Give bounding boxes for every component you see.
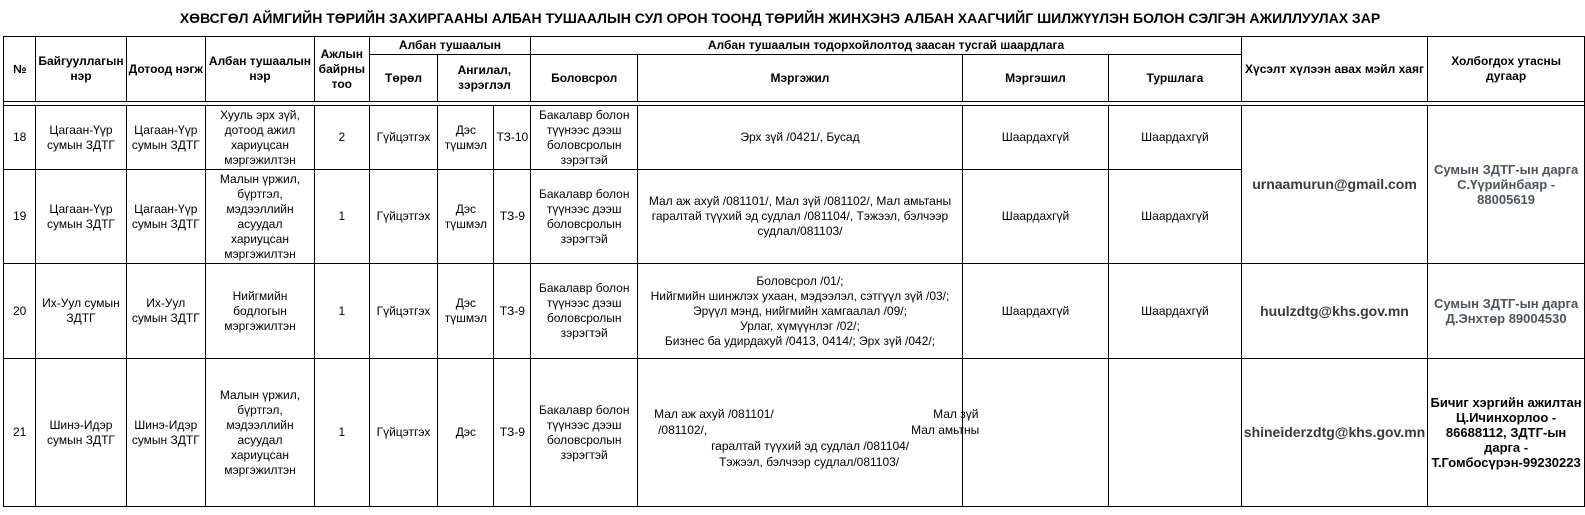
header-type: Төрөл (369, 55, 438, 102)
profession-line: Урлаг, хүмүүнлэг /02/; (740, 318, 860, 333)
header-skill: Мэргэшил (962, 55, 1108, 102)
cell-org: Шинэ-Идэр сумын ЗДТГ (36, 359, 126, 507)
profession-line: Нийгмийн шинжлэх ухаан, мэдээлэл, сэтгүүл зүй /03/; (650, 288, 950, 303)
cell-position: Малын үржил, бүртгэл, мэдээллийн асуудал хариуцсан мэргэжилтэн (205, 170, 314, 264)
header-education: Боловсрол (531, 55, 638, 102)
cell-skill (962, 359, 1108, 507)
profession-part: Мал зүй (933, 406, 979, 421)
cell-experience (1109, 359, 1242, 507)
cell-category: Дэс (438, 359, 494, 507)
cell-skill: Шаардахгүй (962, 106, 1108, 170)
profession-part: гаралтай түүхий эд судлал /081104/ (711, 438, 910, 453)
header-vacancies: Ажлын байрны тоо (315, 37, 370, 102)
cell-unit: Цагаан-Үүр сумын ЗДТГ (126, 170, 205, 264)
header-no: № (4, 37, 36, 102)
cell-category: Дэс түшмэл (438, 170, 494, 264)
cell-profession (638, 359, 980, 507)
profession-part: /081102/, (658, 422, 708, 437)
header-org: Байгууллагын нэр (36, 37, 126, 102)
table-row (4, 264, 1585, 359)
vacancy-table (3, 36, 1585, 507)
cell-experience: Шаардахгүй (1109, 264, 1242, 359)
cell-profession (638, 264, 963, 359)
profession-line: Эрүүл мэнд, нийгмийн хамгаалал /09/; (692, 303, 907, 318)
header-position: Албан тушаалын нэр (205, 37, 314, 102)
cell-education: Бакалавр болон түүнээс дээш боловсролын зэрэгтэй (531, 264, 638, 359)
cell-org: Цагаан-Үүр сумын ЗДТГ (36, 170, 126, 264)
cell-education: Бакалавр болон түүнээс дээш боловсролын зэрэгтэй (531, 106, 638, 170)
header-unit: Дотоод нэгж (126, 37, 205, 102)
profession-part: Тэжээл, бэлчээр судлал/081103/ (719, 454, 900, 469)
cell-education: Бакалавр болон түүнээс дээш боловсролын зэрэгтэй (531, 170, 638, 264)
cell-no: 20 (4, 264, 36, 359)
cell-unit: Шинэ-Идэр сумын ЗДТГ (126, 359, 205, 507)
cell-skill: Шаардахгүй (962, 264, 1108, 359)
table-row (4, 106, 1585, 170)
cell-grade: ТЗ-9 (494, 359, 531, 507)
cell-phone: Сумын ЗДТГ-ын дарга Д.Энхтөр 89004530 (1428, 264, 1585, 359)
cell-type: Гүйцэтгэх (369, 106, 438, 170)
cell-phone: Сумын ЗДТГ-ын дарга С.Үүрийнбаяр - 88005619 (1428, 106, 1585, 264)
cell-type: Гүйцэтгэх (369, 170, 438, 264)
cell-no: 18 (4, 106, 36, 170)
cell-org: Цагаан-Үүр сумын ЗДТГ (36, 106, 126, 170)
cell-profession: Мал аж ахуй /081101/, Мал зүй /081102/, Мал амьтаны гаралтай түүхий эд судлал /081104/, Тэжээл, бэлчээр судлал/081103/ (638, 170, 963, 264)
cell-type: Гүйцэтгэх (369, 359, 438, 507)
cell-position: Нийгмийн бодлогын мэргэжилтэн (205, 264, 314, 359)
header-profession: Мэргэжил (638, 55, 963, 102)
header-category: Ангилал, зэрэглэл (438, 55, 531, 102)
profession-part: Мал амьтны (911, 422, 980, 437)
page-title: ХӨВСГӨЛ АЙМГИЙН ТӨРИЙН ЗАХИРГААНЫ АЛБАН ТУШААЛЫН СУЛ ОРОН ТООНД ТӨРИЙН ЖИНХЭНЭ АЛБАН ХААГЧИЙГ ШИЛЖҮҮЛЭН БОЛОН СЭЛГЭН АЖИЛЛУУЛАХ ЗАР (179, 10, 1381, 26)
header-phone: Холбогдох утасны дугаар (1428, 37, 1585, 102)
cell-education: Бакалавр болон түүнээс дээш боловсролын зэрэгтэй (531, 359, 638, 507)
profession-block (640, 387, 980, 479)
cell-phone: Бичиг хэргийн ажилтан Ц.Ичинхорлоо - 86688112, ЗДТГ-ын дарга - Т.Гомбосүрэн-99230223 (1428, 359, 1585, 507)
profession-line: Бизнес ба удирдахуй /0413, 0414/; Эрх зүй /042/; (664, 333, 936, 348)
cell-unit: Цагаан-Үүр сумын ЗДТГ (126, 106, 205, 170)
cell-email: urnaamurun@gmail.com (1241, 106, 1427, 264)
cell-type: Гүйцэтгэх (369, 264, 438, 359)
cell-grade: ТЗ-10 (494, 106, 531, 170)
header-experience: Туршлага (1109, 55, 1242, 102)
profession-line: Боловсрол /01/; (756, 273, 844, 288)
cell-org: Их-Уул сумын ЗДТГ (36, 264, 126, 359)
cell-vacancies: 1 (315, 264, 370, 359)
cell-category: Дэс түшмэл (438, 106, 494, 170)
table-row (4, 359, 1585, 507)
cell-grade: ТЗ-9 (494, 264, 531, 359)
cell-position: Хууль эрх зүй, дотоод ажил хариуцсан мэргэжилтэн (205, 106, 314, 170)
cell-no: 21 (4, 359, 36, 507)
cell-experience: Шаардахгүй (1109, 170, 1242, 264)
profession-part: Мал аж ахуй /081101/ (654, 406, 774, 421)
cell-vacancies: 1 (315, 359, 370, 507)
cell-vacancies: 1 (315, 170, 370, 264)
cell-email: shineiderzdtg@khs.gov.mn (1241, 359, 1427, 507)
header-email: Хүсэлт хүлээн авах мэйл хаяг (1241, 37, 1427, 102)
cell-category: Дэс түшмэл (438, 264, 494, 359)
header-requirements: Албан тушаалын тодорхойлолтод заасан тусгай шаардлага (531, 37, 1241, 55)
cell-experience: Шаардахгүй (1109, 106, 1242, 170)
cell-profession: Эрх зүй /0421/, Бусад (638, 106, 963, 170)
cell-grade: ТЗ-9 (494, 170, 531, 264)
cell-no: 19 (4, 170, 36, 264)
cell-email: huulzdtg@khs.gov.mn (1241, 264, 1427, 359)
header-position-group: Албан тушаалын (369, 37, 531, 55)
cell-unit: Их-Уул сумын ЗДТГ (126, 264, 205, 359)
cell-position: Малын үржил, бүртгэл, мэдээллийн асуудал хариуцсан мэргэжилтэн (205, 359, 314, 507)
cell-skill: Шаардахгүй (962, 170, 1108, 264)
cell-vacancies: 2 (315, 106, 370, 170)
